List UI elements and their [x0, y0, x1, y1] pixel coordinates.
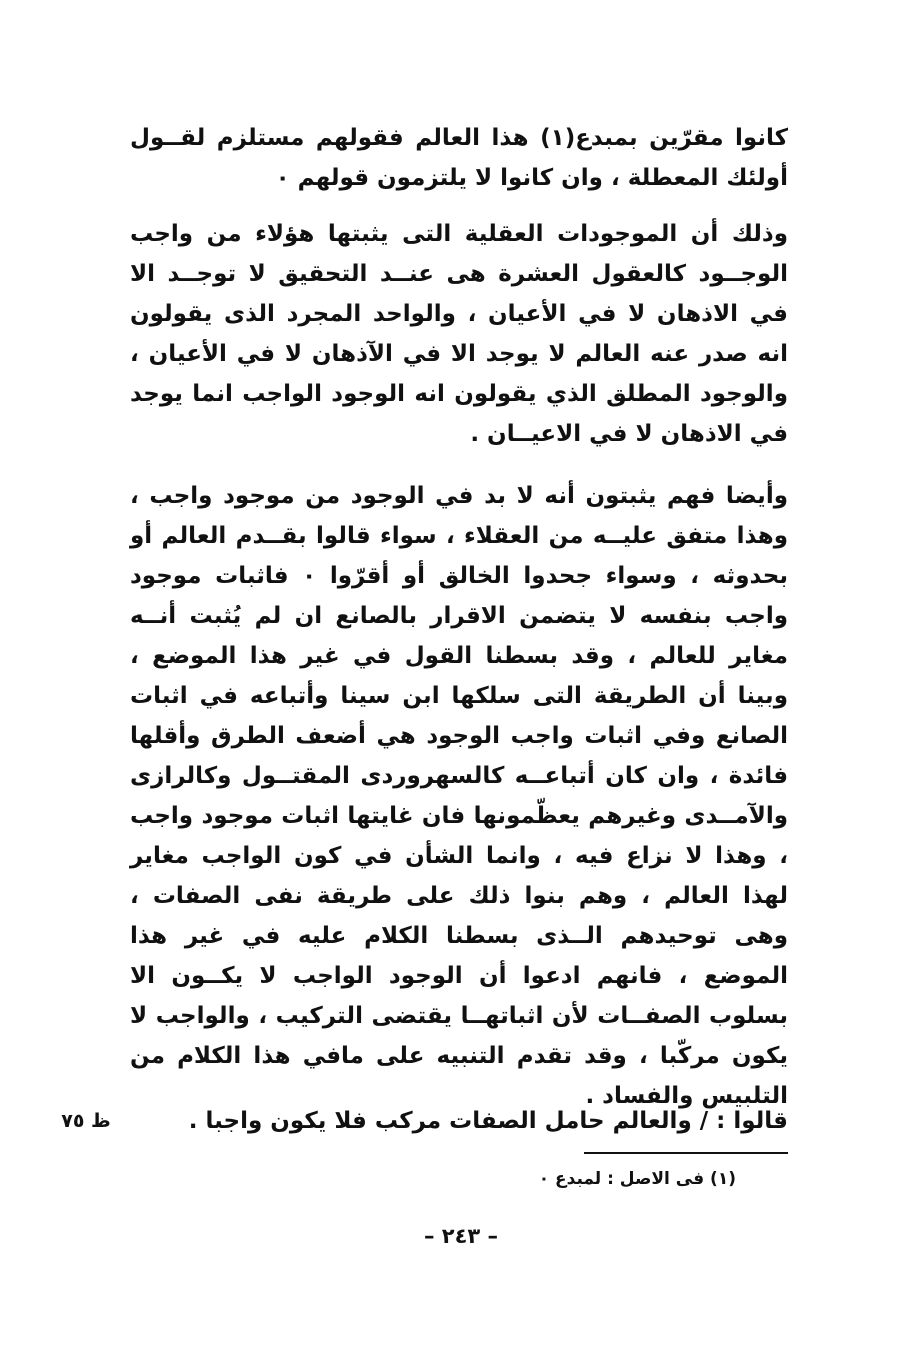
paragraph-2: وذلك أن الموجودات العقلية التى يثبتها هؤلاء من واجب الوجــود كالعقول العشرة هى عنــد التحقيق لا توجــد الا في الاذهان لا في الأعيان ، والواحد المجرد الذى يقولون انه صدر عنه العالم لا يوجد الا في الآذهان لا في الأعيان ، والوجود المطلق الذي يقولون انه الوجود الواجب انما يوجد في الاذهان لا في الاعيــان . — [130, 221, 788, 447]
manuscript-folio-note: ظ ٧٥ — [61, 1110, 111, 1132]
page-number: – ٢٤٣ – — [423, 1224, 499, 1248]
paragraph-4: قالوا : / والعالم حامل الصفات مركب فلا يكون واجبا . — [188, 1108, 788, 1134]
footnote: (١) فى الاصل : لمبدع ٠ — [538, 1169, 736, 1189]
footnote-divider — [584, 1152, 788, 1154]
paragraph-1: كانوا مقرّين بمبدع(١) هذا العالم فقولهم مستلزم لقــول أولئك المعطلة ، وان كانوا لا يلتزمون قولهم ٠ — [130, 125, 788, 191]
paragraph-3: وأيضا فهم يثبتون أنه لا بد في الوجود من موجود واجب ، وهذا متفق عليــه من العقلاء ، سواء قالوا بقــدم العالم أو بحدوثه ، وسواء جحدوا الخالق أو أقرّوا ٠ فاثبات موجود واجب بنفسه لا يتضمن الاقرار بالصانع ان لم يُثبت أنــه مغاير للعالم ، وقد بسطنا القول في غير هذا الموضع ، وبينا أن الطريقة التى سلكها ابن سينا وأتباعه في اثبات الصانع وفي اثبات واجب الوجود هي أضعف الطرق وأقلها فائدة ، وان كان أتباعــه كالسهروردى المقتــول وكالرازى والآمــدى وغيرهم يعظّمونها فان غايتها اثبات موجود واجب ، وهذا لا نزاع فيه ، وانما الشأن في كون الواجب مغاير لهذا العالم ، وهم بنوا ذلك على طريقة نفى الصفات ، وهى توحيدهم الــذى بسطنا الكلام عليه في غير هذا الموضع ، فانهم ادعوا أن الوجود الواجب لا يكــون الا بسلوب الصفــات لأن اثباتهــا يقتضى التركيب ، والواجب لا يكون مركّبا ، وقد تقدم التنبيه على مافي هذا الكلام من التلبيس والفساد . — [130, 483, 788, 1109]
